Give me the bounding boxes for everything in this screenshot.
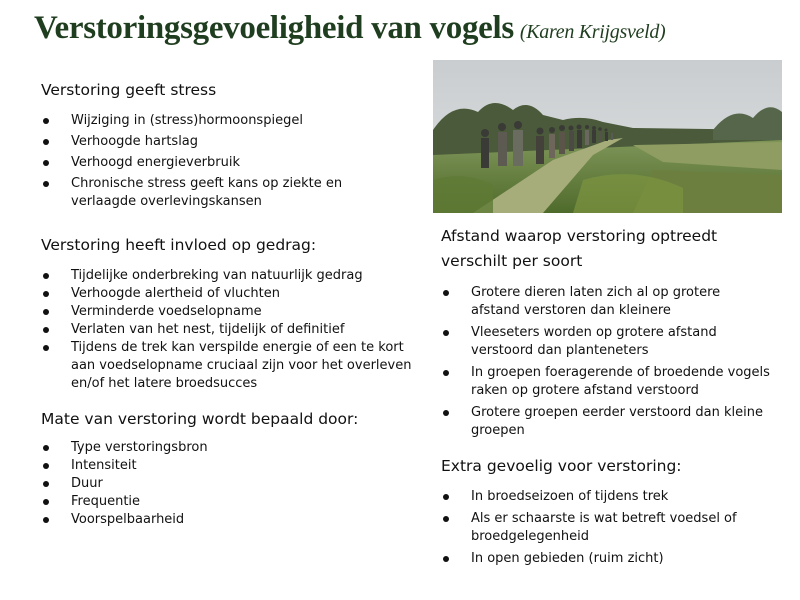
author-text: (Karen Krijgsveld) xyxy=(519,21,666,43)
left-column xyxy=(41,78,421,529)
list-item: In broedseizoen of tijdens trek xyxy=(441,488,786,506)
list-item: In groepen foeragerende of broedende vogels raken op grotere afstand verstoord xyxy=(441,364,791,400)
list-item: Grotere dieren laten zich al op grotere afstand verstoren dan kleinere xyxy=(441,284,771,320)
page-title xyxy=(34,10,665,47)
list-item: Als er schaarste is wat betreft voedsel of broedgelegenheid xyxy=(441,510,791,546)
title-text: Verstoringsgevoeligheid van vogels xyxy=(34,10,514,46)
list-item: Verhoogde hartslag xyxy=(41,133,421,151)
list-item: Verhoogde alertheid of vluchten xyxy=(41,285,421,303)
hikers-on-dike-photo xyxy=(433,60,782,213)
degree-list xyxy=(41,439,421,529)
list-item: Tijdens de trek kan verspilde energie of een te kort aan voedselopname cruciaal zijn voor het overleven en/of het latere broedsucces xyxy=(41,339,416,393)
extra-list xyxy=(441,488,786,568)
list-item: In open gebieden (ruim zicht) xyxy=(441,550,786,568)
list-item: Type verstoringsbron xyxy=(41,439,421,457)
list-item: Chronische stress geeft kans op ziekte en verlaagde overlevingskansen xyxy=(41,175,381,211)
list-item: Duur xyxy=(41,475,421,493)
stress-list xyxy=(41,112,421,211)
list-item: Verminderde voedselopname xyxy=(41,303,421,321)
list-item: Intensiteit xyxy=(41,457,421,475)
list-item: Verhoogd energieverbruik xyxy=(41,154,421,172)
list-item: Tijdelijke onderbreking van natuurlijk gedrag xyxy=(41,267,421,285)
list-item: Grotere groepen eerder verstoord dan kleine groepen xyxy=(441,404,771,440)
right-column xyxy=(441,224,786,568)
list-item: Voorspelbaarheid xyxy=(41,511,421,529)
list-item: Frequentie xyxy=(41,493,421,511)
list-item: Verlaten van het nest, tijdelijk of definitief xyxy=(41,321,421,339)
section-heading-behaviour: Verstoring heeft invloed op gedrag: xyxy=(41,236,317,254)
section-heading-stress: Verstoring geeft stress xyxy=(41,81,217,99)
behaviour-list xyxy=(41,267,421,393)
distance-list xyxy=(441,284,786,440)
section-heading-degree: Mate van verstoring wordt bepaald door: xyxy=(41,410,359,428)
section-heading-extra: Extra gevoelig voor verstoring: xyxy=(441,457,682,475)
list-item: Wijziging in (stress)hormoonspiegel xyxy=(41,112,421,130)
list-item: Vleeseters worden op grotere afstand verstoord dan planteneters xyxy=(441,324,771,360)
section-heading-distance: Afstand waarop verstoring optreedt verschilt per soort xyxy=(441,227,718,270)
